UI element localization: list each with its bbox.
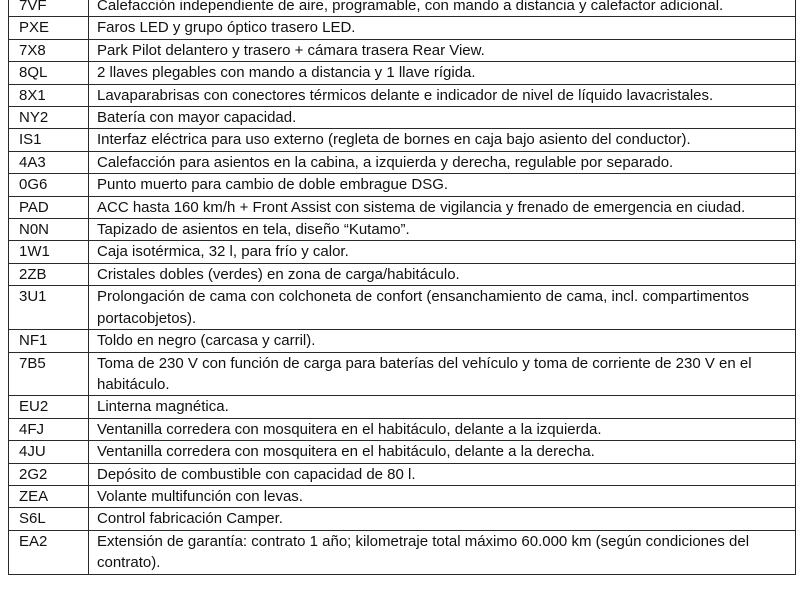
table-row — [9, 84, 796, 106]
table-row — [9, 241, 796, 263]
option-code-cell: ZEA — [9, 485, 89, 507]
table-row — [9, 441, 796, 463]
option-description-cell: Volante multifunción con levas. — [89, 485, 796, 507]
option-description-cell: Prolongación de cama con colchoneta de confort (ensanchamiento de cama, incl. compartimentos portacobjetos). — [89, 286, 796, 330]
option-code-cell: 8X1 — [9, 84, 89, 106]
table-row — [9, 286, 796, 330]
options-table-body — [9, 0, 796, 574]
table-row — [9, 352, 796, 396]
table-row — [9, 219, 796, 241]
table-row — [9, 485, 796, 507]
option-code-cell: NY2 — [9, 107, 89, 129]
option-code-cell: 8QL — [9, 62, 89, 84]
option-code-cell: IS1 — [9, 129, 89, 151]
table-row — [9, 39, 796, 61]
table-row — [9, 151, 796, 173]
option-description-cell: Park Pilot delantero y trasero + cámara trasera Rear View. — [89, 39, 796, 61]
option-code-cell: PAD — [9, 196, 89, 218]
option-code-cell: 4JU — [9, 441, 89, 463]
option-code-cell: 2G2 — [9, 463, 89, 485]
option-description-cell: Punto muerto para cambio de doble embrague DSG. — [89, 174, 796, 196]
option-description-cell: Ventanilla corredera con mosquitera en el habitáculo, delante a la izquierda. — [89, 418, 796, 440]
table-row — [9, 463, 796, 485]
option-description-cell: Extensión de garantía: contrato 1 año; kilometraje total máximo 60.000 km (según condiciones del contrato). — [89, 530, 796, 574]
option-code-cell: 7VF — [9, 0, 89, 17]
option-code-cell: 7X8 — [9, 39, 89, 61]
option-description-cell: Cristales dobles (verdes) en zona de carga/habitáculo. — [89, 263, 796, 285]
table-row — [9, 508, 796, 530]
table-row — [9, 174, 796, 196]
option-code-cell: 3U1 — [9, 286, 89, 330]
table-row — [9, 330, 796, 352]
option-code-cell: EU2 — [9, 396, 89, 418]
option-description-cell: Toma de 230 V con función de carga para baterías del vehículo y toma de corriente de 230 V en el habitáculo. — [89, 352, 796, 396]
option-description-cell: Calefacción para asientos en la cabina, a izquierda y derecha, regulable por separado. — [89, 151, 796, 173]
option-description-cell: Depósito de combustible con capacidad de 80 l. — [89, 463, 796, 485]
table-row — [9, 17, 796, 39]
option-description-cell: 2 llaves plegables con mando a distancia y 1 llave rígida. — [89, 62, 796, 84]
option-code-cell: N0N — [9, 219, 89, 241]
table-row — [9, 418, 796, 440]
option-description-cell: Batería con mayor capacidad. — [89, 107, 796, 129]
option-code-cell: 4FJ — [9, 418, 89, 440]
table-row — [9, 530, 796, 574]
option-description-cell: Toldo en negro (carcasa y carril). — [89, 330, 796, 352]
options-table — [8, 0, 796, 575]
option-code-cell: 4A3 — [9, 151, 89, 173]
option-code-cell: 7B5 — [9, 352, 89, 396]
option-description-cell: ACC hasta 160 km/h + Front Assist con sistema de vigilancia y frenado de emergencia en ciudad. — [89, 196, 796, 218]
table-row — [9, 196, 796, 218]
table-row — [9, 107, 796, 129]
option-description-cell: Tapizado de asientos en tela, diseño “Kutamo”. — [89, 219, 796, 241]
option-code-cell: 1W1 — [9, 241, 89, 263]
option-description-cell: Lavaparabrisas con conectores térmicos delante e indicador de nivel de líquido lavacristales. — [89, 84, 796, 106]
table-row — [9, 62, 796, 84]
option-code-cell: 0G6 — [9, 174, 89, 196]
table-row — [9, 129, 796, 151]
option-code-cell: S6L — [9, 508, 89, 530]
table-row — [9, 263, 796, 285]
table-row — [9, 396, 796, 418]
table-row — [9, 0, 796, 17]
option-code-cell: NF1 — [9, 330, 89, 352]
option-description-cell: Calefacción independiente de aire, programable, con mando a distancia y calefactor adicional. — [89, 0, 796, 17]
option-description-cell: Caja isotérmica, 32 l, para frío y calor. — [89, 241, 796, 263]
option-description-cell: Faros LED y grupo óptico trasero LED. — [89, 17, 796, 39]
option-code-cell: EA2 — [9, 530, 89, 574]
option-description-cell: Linterna magnética. — [89, 396, 796, 418]
option-description-cell: Interfaz eléctrica para uso externo (regleta de bornes en caja bajo asiento del conductor). — [89, 129, 796, 151]
option-description-cell: Control fabricación Camper. — [89, 508, 796, 530]
option-code-cell: PXE — [9, 17, 89, 39]
option-description-cell: Ventanilla corredera con mosquitera en el habitáculo, delante a la derecha. — [89, 441, 796, 463]
option-code-cell: 2ZB — [9, 263, 89, 285]
